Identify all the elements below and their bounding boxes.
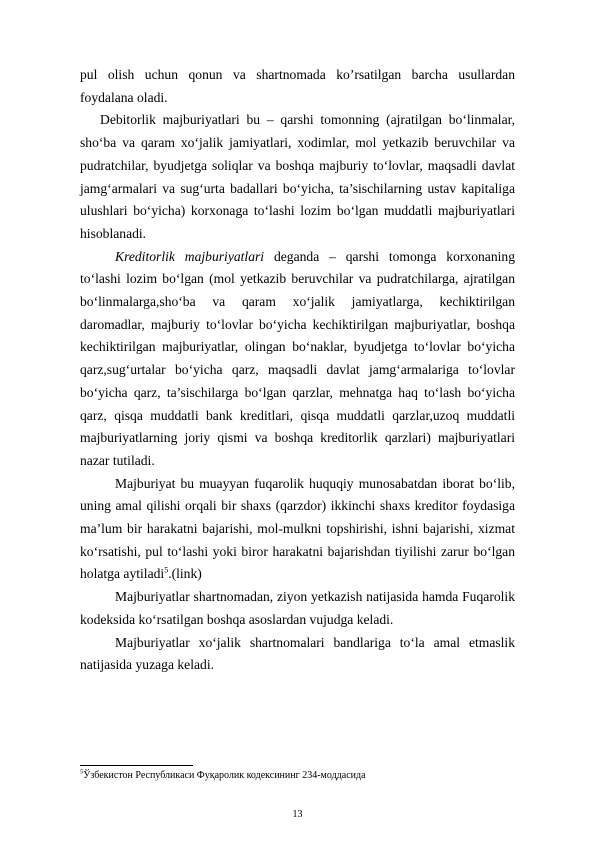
paragraph-majburiyat [80, 473, 515, 587]
footnote-reference[interactable]: 5 [164, 565, 169, 575]
paragraph-kreditorlik [80, 246, 515, 473]
paragraph-asoslar: Majburiyatlar shartnomadan, ziyon yetkazish natijasida hamda Fuqarolik kodeksida ko‘rsatilgan boshqa asoslardan vujudga keladi. [80, 589, 515, 627]
page-number: 13 [292, 809, 303, 820]
footnote-text: Ўзбекистон Республикаси Фуқаролик кодексининг 234-моддасида [83, 770, 366, 781]
paragraph-debitorlik: Debitorlik majburiyatlari bu – qarshi tomonning (ajratilgan bo‘linmalar, sho‘ba va qaram xo‘jalik jamiyatlari, xodimlar, mol yetkazib beruvchilar va pudratchilar, byudjetga soliqlar va boshqa majburiy to‘lovlar, maqsadli davlat jamg‘armalari va sug‘urta badallari bo‘yicha, ta’sischilarning ustav kapitaliga ulushlari bo‘yicha) korxonaga to‘lashi lozim bo‘lgan muddatli majburiyatlari hisoblanadi. [80, 112, 515, 241]
footnote-separator [80, 765, 193, 766]
paragraph-1: pul olish uchun qonun va shartnomada ko’rsatilgan barcha usullardan foydalana oladi. [80, 67, 515, 105]
document-body [80, 64, 515, 677]
footnote [80, 769, 520, 783]
footnote-number: 5 [80, 768, 84, 776]
paragraph-shartnoma: Majburiyatlar xo‘jalik shartnomalari bandlariga to‘la amal etmaslik natijasida yuzaga keladi. [80, 634, 515, 673]
paragraph-kreditorlik-text: deganda – qarshi tomonga korxonaning to‘lashi lozim bo‘lgan (mol yetkazib beruvchilar va pudratchilarga, ajratilgan bo‘linmalarga,sho‘ba va qaram xo‘jalik jamiyatlarga, kechiktirilgan daromadlar, majburiy to‘lovlar bo‘yicha kechiktirilgan majburiyatlar, boshqa kechiktirilgan majburiyatlar, olingan bo‘naklar, byudjetga to‘lovlar bo‘yicha qarz,sug‘urtalar bo‘yicha qarz, maqsadli davlat jamg‘armalariga to‘lovlar bo‘yicha qarz, ta’sischilarga bo‘lgan qarzlar, mehnatga haq to‘lash bo‘yicha qarz, qisqa muddatli bank kreditlari, qisqa muddatli qarzlar,uzoq muddatli majburiyatlarning joriy qismi va boshqa kreditorlik qarzlari) majburiyatlari nazar tutiladi. [80, 248, 515, 468]
link-text[interactable]: .(link) [168, 566, 202, 582]
term-kreditorlik: Kreditorlik majburiyatlari [115, 248, 265, 264]
paragraph-majburiyat-text: Majburiyat bu muayyan fuqarolik huquqiy munosabatdan iborat bo‘lib, uning amal qilishi orqali bir shaxs (qarzdor) ikkinchi shaxs kreditor foydasiga ma’lum bir harakatni bajarishi, mol-mulkni topshirishi, ishni bajarishi, xizmat ko‘rsatishi, pul to‘lashi yoki biror harakatni bajarishdan tiyilishi zarur bo‘lgan holatga aytiladi [80, 475, 515, 582]
